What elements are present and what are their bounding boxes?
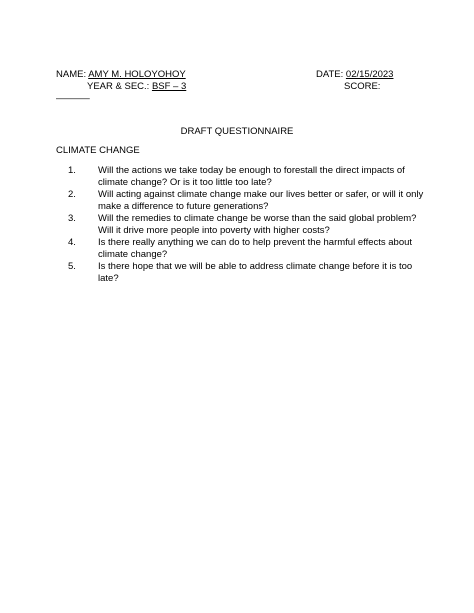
score-blank: ———– — [56, 93, 90, 104]
question-text: Is there hope that we will be able to address climate change before it is too late? — [98, 261, 413, 284]
question-number: 5. — [68, 261, 76, 272]
document-title: DRAFT QUESTIONNAIRE — [180, 126, 294, 137]
year-section-line — [87, 81, 186, 93]
question-text: Will acting against climate change make our lives better or safer, or will it only make a difference to future generations? — [98, 189, 424, 212]
date-value: 02/15/2023 — [345, 69, 394, 80]
year-section-value: BSF – 3 — [151, 81, 187, 92]
date-line — [316, 69, 393, 81]
question-item — [56, 189, 426, 213]
score-line — [344, 81, 380, 93]
year-section-label: YEAR & SEC.: — [87, 81, 152, 92]
question-number: 1. — [68, 165, 76, 176]
question-item — [56, 237, 426, 261]
question-text: Will the actions we take today be enough to forestall the direct impacts of climate change? Or is it too little too late? — [98, 165, 405, 188]
question-item — [56, 165, 426, 189]
name-label: NAME: — [56, 69, 89, 80]
question-number: 4. — [68, 237, 76, 248]
question-item — [56, 261, 426, 285]
section-heading: CLIMATE CHANGE — [56, 145, 140, 156]
question-text: Will the remedies to climate change be worse than the said global problem? Will it drive more people into poverty with higher costs? — [98, 213, 417, 236]
name-line — [56, 69, 186, 81]
date-label: DATE: — [316, 69, 346, 80]
score-label: SCORE: — [344, 81, 381, 92]
question-item — [56, 213, 426, 237]
name-value: AMY M. HOLOYOHOY — [88, 69, 186, 80]
question-list — [56, 165, 426, 285]
question-number: 2. — [68, 189, 76, 200]
question-number: 3. — [68, 213, 76, 224]
question-text: Is there really anything we can do to help prevent the harmful effects about climate change? — [98, 237, 413, 260]
